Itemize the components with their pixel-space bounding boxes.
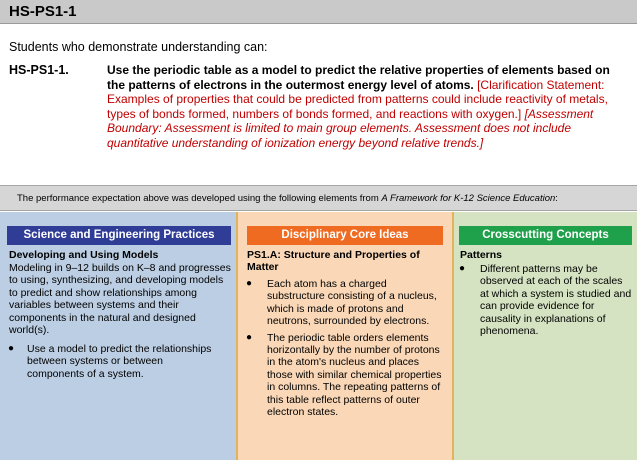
sep-body: Modeling in 9–12 builds on K–8 and progresses to using, synthesizing, and developing models to predict and show relationships among variables between systems and their components in the natural and designed world(s). [9,262,231,337]
dci-header: Disciplinary Core Ideas [247,226,443,245]
bullet-icon: ● [459,263,466,274]
ccc-subtitle: Patterns [460,249,503,261]
intro-text: Students who demonstrate understanding can: [9,40,268,54]
dci-bullet-text: The periodic table orders elements horizontally by the number of protons in the atom's nucleus and places those with similar chemical properties in columns. The repeating patterns of this table reflect patterns of outer electron states. [267,331,442,419]
dci-column [238,212,452,460]
framework-note-prefix: The performance expectation above was developed using the following elements from [17,193,382,204]
list-item [243,278,445,328]
bullet-icon: ● [246,278,253,289]
pe-code: HS-PS1-1. [9,63,69,77]
ccc-bullet-list [456,263,632,341]
pe-statement: Use the periodic table as a model to predict the relative properties of elements based on the patterns of electrons in the outermost energy level of atoms. [107,63,610,92]
sep-bullet-text: Use a model to predict the relationships between systems or between components of a system. [27,343,212,380]
list-item [5,343,215,380]
ccc-header: Crosscutting Concepts [459,226,632,245]
ccc-bullet-text: Different patterns may be observed at each of the scales at which a system is studied and can provide evidence for causality in explanations of phenomena. [480,263,632,338]
sep-column [0,212,236,460]
bullet-icon: ● [246,331,253,343]
dci-bullet-list [243,278,445,422]
framework-note [0,185,637,211]
sep-subtitle: Developing and Using Models [9,249,159,261]
page-title: HS-PS1-1 [0,0,637,24]
ccc-column [454,212,637,460]
sep-header: Science and Engineering Practices [7,226,231,245]
list-item [243,332,445,419]
framework-note-suffix: : [555,193,558,204]
list-item [456,263,632,337]
framework-source: A Framework for K-12 Science Education [381,193,556,204]
pe-statement-block [107,63,627,150]
dci-subtitle: PS1.A: Structure and Properties of Matter [247,249,420,273]
bullet-icon: ● [8,343,15,354]
dci-bullet-text: Each atom has a charged substructure consisting of a nucleus, which is made of protons and neutrons, surrounded by electrons. [267,278,437,328]
assessment-boundary: [Assessment Boundary: Assessment is limited to main group elements. Assessment does not include quantitative understanding of ionization energy beyond relative trends.] [107,106,594,150]
sep-bullet-list [5,343,215,384]
clarification-statement: [Clarification Statement: Examples of properties that could be predicted from patterns could include reactivity of metals, types of bonds formed, numbers of bonds formed, and reactions with oxygen.] [107,77,608,121]
